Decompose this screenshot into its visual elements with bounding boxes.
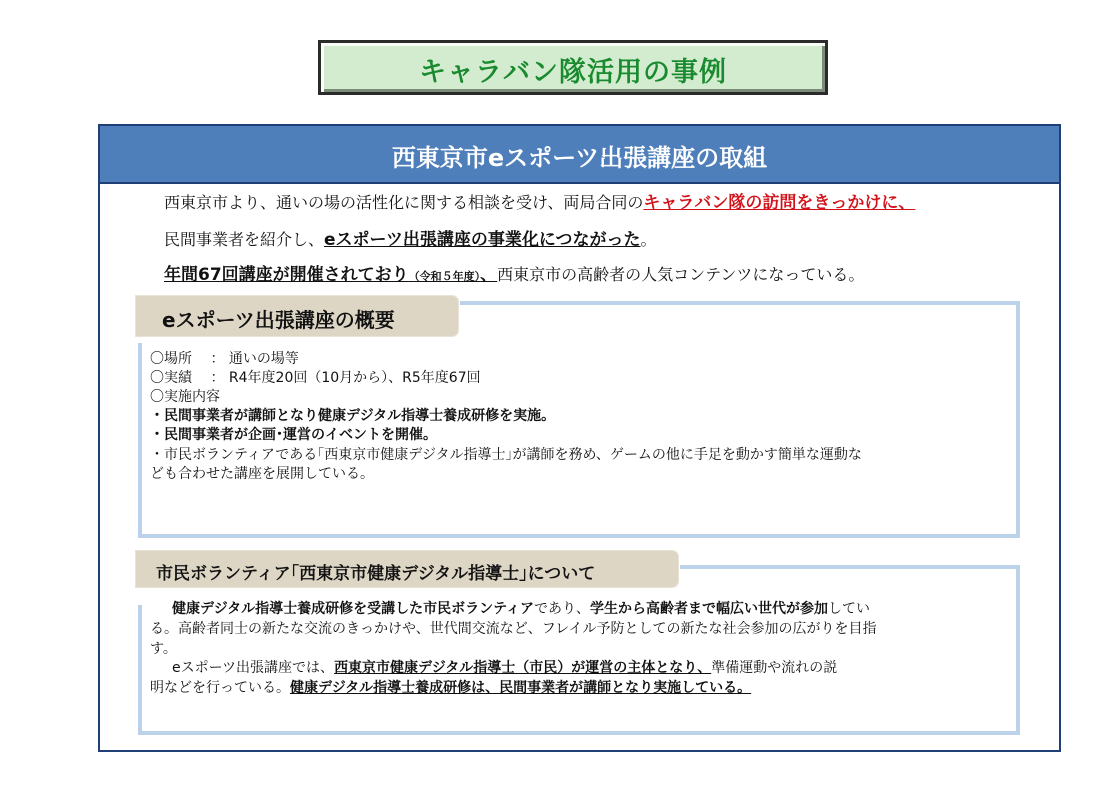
volunteer-tab [136,551,678,587]
intro-text: 。 [640,230,657,249]
intro-text: 、 [480,265,498,285]
volunteer-line-5 [150,679,751,697]
overview-item-1: ・民間事業者が講師となり健康デジタル指導士養成研修を実施。 [150,408,556,424]
section-border [680,565,1020,569]
overview-tab-label: eスポーツ出張講座の概要 [162,308,395,332]
intro-text: 民間事業者を紹介し、 [164,230,325,249]
overview-item-2: ・民間事業者が企画･運営のイベントを開催。 [150,427,437,443]
intro-line-2 [164,225,657,250]
volunteer-highlight: 西東京市健康デジタル指導士（市民）が運営の主体となり、 [334,660,712,676]
volunteer-text: してい [828,601,871,617]
section-border [138,605,142,735]
volunteer-tab-label: 市民ボランティア｢西東京市健康デジタル指導士｣について [156,564,596,584]
volunteer-line-4 [150,659,837,677]
volunteer-line-1 [150,600,870,618]
intro-text: 西東京市の高齢者の人気コンテンツになっている。 [497,265,865,284]
intro-text: 西東京市より、通いの場の活性化に関する相談を受け、両局合同の [164,193,644,212]
title-banner [318,40,828,95]
overview-place: 〇場所 ： 通いの場等 [150,351,299,367]
overview-item-3: ・市民ボランティアである｢西東京市健康デジタル指導士｣が講師を務め、ゲームの他に手足を動かす簡単な運動な [150,447,862,463]
title-banner-text: キャラバン隊活用の事例 [419,57,727,88]
panel-header-title: 西東京市eスポーツ出張講座の取組 [391,144,768,172]
intro-highlight-business: eスポーツ出張講座の事業化につながった [324,230,641,250]
section-border [138,343,142,538]
overview-item-3-cont: ども合わせた講座を展開している。 [150,466,374,482]
section-border [460,301,1020,305]
volunteer-line-2: る。高齢者同士の新たな交流のきっかけや、世代間交流など、フレイル予防としての新たな社会参加の広がりを目指 [150,621,877,637]
panel-header [100,126,1059,184]
intro-highlight-count: 年間67回講座が開催されており [164,265,409,285]
volunteer-text: 学生から高齢者まで幅広い世代が参加 [590,601,829,617]
volunteer-highlight: 健康デジタル指導士養成研修は、民間事業者が講師となり実施している。 [290,680,752,696]
volunteer-section [142,569,1020,735]
intro-line-3 [164,260,864,285]
overview-results: 〇実績 ： R4年度20回（10月から）、R5年度67回 [150,370,481,386]
main-panel [98,124,1061,752]
volunteer-text: 健康デジタル指導士養成研修を受講した市民ボランティア [172,601,535,617]
volunteer-text: eスポーツ出張講座では、 [172,660,335,676]
volunteer-line-3: す。 [150,641,177,657]
volunteer-text: 明などを行っている。 [150,680,290,696]
intro-line-1 [164,188,915,213]
volunteer-text: 準備運動や流れの説 [711,660,838,676]
overview-content-heading: 〇実施内容 [150,389,220,405]
overview-tab [136,296,458,336]
volunteer-text: であり、 [534,601,591,617]
intro-fiscal-year: （令和５年度） [408,270,481,283]
intro-highlight-caravan: キャラバン隊の訪問をきっかけに、 [643,193,916,213]
